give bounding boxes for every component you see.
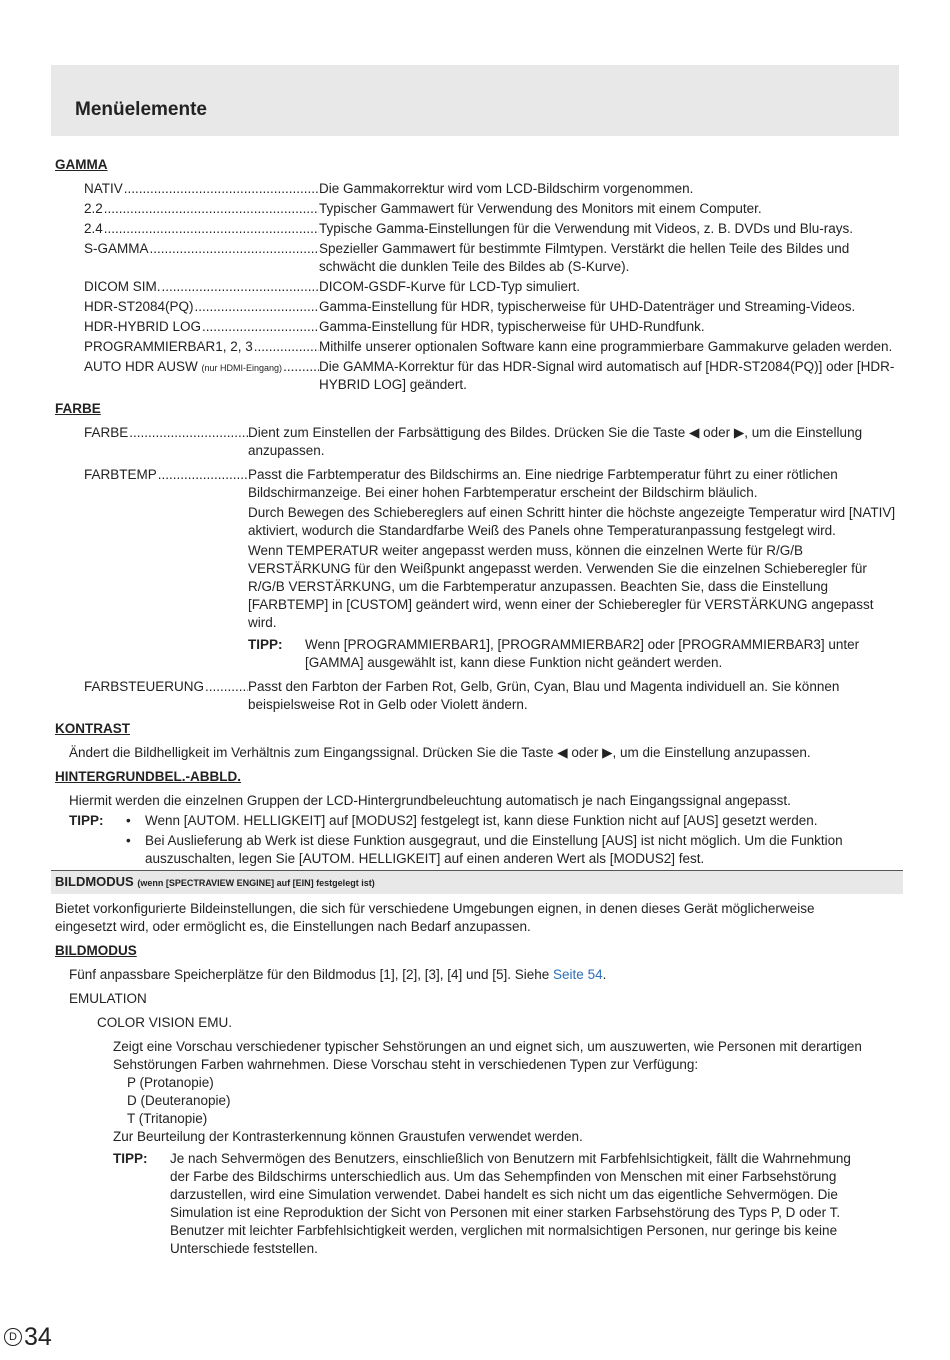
farbtemp-desc-1: Passt die Farbtemperatur des Bildschirms an. Eine niedrige Farbtemperatur führt zu einer rötlichen Bildschirmanzeige. Bei einer hohen Farbtemperatur erscheint der Bildschirm bläulich. <box>248 467 838 500</box>
emulation-label: EMULATION <box>69 991 147 1006</box>
hintergrund-tipp <box>69 812 950 868</box>
gamma-term-note: (nur HDMI-Eingang) <box>201 363 283 373</box>
content <box>0 156 950 1258</box>
farbe-term: FARBE <box>84 425 129 440</box>
kontrast-text: Ändert die Bildhelligkeit im Verhältnis zum Eingangssignal. Drücken Sie die Taste ◀ oder ▶, um die Einstellung anzupassen. <box>69 745 811 760</box>
band-title: BILDMODUS <box>55 874 134 889</box>
hintergrund-section <box>0 768 950 868</box>
farbe-section <box>0 400 950 714</box>
gamma-item <box>84 278 950 296</box>
header-band <box>51 65 899 136</box>
bullet-text: Bei Auslieferung ab Werk ist diese Funktion ausgegraut, und die Einstellung [AUS] ist nicht möglich. Um die Funktion auszuschalten, legen Sie [AUTOM. HELLIGKEIT] auf einen anderen Wert als [MODUS2] fest. <box>145 833 843 866</box>
gamma-item <box>84 200 950 218</box>
bildmodus-text: Fünf anpassbare Speicherplätze für den Bildmodus [1], [2], [3], [4] und [5]. Siehe Seite 54. <box>69 967 607 982</box>
bildmodus-heading: BILDMODUS <box>55 943 137 958</box>
gamma-desc: Mithilfe unserer optionalen Software kann eine programmierbare Gammakurve geladen werden. <box>319 339 893 354</box>
tipp-label: TIPP: <box>248 637 283 652</box>
farbtemp-desc-2: Durch Bewegen des Schiebereglers auf einen Schritt hinter die höchste angezeigte Temperatur wird [NATIV] aktiviert, wodurch die Standardfarbe Weiß des Panels ohne Temperaturanpassung festgelegt wird. <box>248 505 896 538</box>
tipp-label: TIPP: <box>69 813 104 828</box>
gamma-heading: GAMMA <box>55 157 108 172</box>
color-vision-label: COLOR VISION EMU. <box>97 1015 233 1030</box>
hintergrund-heading: HINTERGRUNDBEL.-ABBLD. <box>55 769 241 784</box>
gamma-term: PROGRAMMIERBAR1, 2, 3 <box>84 339 253 354</box>
gamma-item <box>84 220 950 238</box>
gamma-desc: Die Gammakorrektur wird vom LCD-Bildschirm vorgenommen. <box>319 181 694 196</box>
gamma-term: 2.4 <box>84 221 103 236</box>
color-vision-text: Zeigt eine Vorschau verschiedener typischer Sehstörungen an und eignet sich, um auszuwerten, wie Personen mit derartigen Sehstörungen Farben wahrnehmen. Diese Vorschau steht in verschiedenen Typen zur Verfügung: <box>113 1039 862 1072</box>
page-footer <box>4 1323 52 1351</box>
gamma-section <box>0 156 950 394</box>
bullet-text: Wenn [AUTOM. HELLIGKEIT] auf [MODUS2] festgelegt ist, kann diese Funktion nicht auf [AUS] gesetzt werden. <box>145 813 818 828</box>
gamma-term: 2.2 <box>84 201 103 216</box>
farbtemp-item <box>84 466 950 672</box>
gamma-term: HDR-ST2084(PQ) <box>84 299 194 314</box>
gamma-item <box>84 338 950 356</box>
list-item: P (Protanopie) <box>127 1075 214 1090</box>
farbtemp-tipp <box>248 636 898 672</box>
bildmodus-band <box>51 870 903 894</box>
farbe-heading: FARBE <box>55 401 101 416</box>
page-number: 34 <box>24 1323 52 1351</box>
bildmodus-section <box>0 942 950 1258</box>
list-item: D (Deuteranopie) <box>127 1093 231 1108</box>
gamma-term: DICOM SIM. <box>84 279 161 294</box>
grey-text: Zur Beurteilung der Kontrasterkennung können Graustufen verwendet werden. <box>113 1129 583 1144</box>
gamma-term: AUTO HDR AUSW <box>84 359 198 374</box>
tipp-text: Wenn [PROGRAMMIERBAR1], [PROGRAMMIERBAR2] oder [PROGRAMMIERBAR3] unter [GAMMA] ausgewählt ist, kann diese Funktion nicht geändert werden. <box>305 637 860 670</box>
gamma-item <box>84 318 950 336</box>
farbe-desc: Dient zum Einstellen der Farbsättigung des Bildes. Drücken Sie die Taste ◀ oder ▶, um die Einstellung anzupassen. <box>248 425 863 458</box>
gamma-term: NATIV <box>84 181 123 196</box>
list-item: • Wenn [AUTOM. HELLIGKEIT] auf [MODUS2] festgelegt ist, kann diese Funktion nicht auf [AUS] gesetzt werden. <box>126 813 818 828</box>
tipp-text: Je nach Sehvermögen des Benutzers, einschließlich von Benutzern mit Farbfehlsichtigkeit, fällt die Wahrnehmung der Farbe des Bildschirms unterschiedlich aus. Um das Sehempfinden von Menschen mit einer Farbsehstörung darzustellen, wird eine Simulation verwendet. Dabei handelt es sich nicht um das eigentliche Sehvermögen. Die Simulation ist eine Reproduktion der Sicht von Personen mit einer starken Farbsehstörung des Typs P, D oder T. Benutzer mit leichter Farbfehlsichtigkeit werden, verglichen mit normalsichtigen Personen, nur geringe bis keine Unterschiede feststellen. <box>170 1151 851 1256</box>
bildmodus-tipp <box>113 1150 873 1258</box>
farbtemp-desc-3: Wenn TEMPERATUR weiter angepasst werden muss, können die einzelnen Werte für R/G/B VERSTÄRKUNG für den Weißpunkt angepasst werden. Verwenden Sie die einzelnen Schieberegler für R/G/B VERSTÄRKUNG, um die Farbtemperatur anzupassen. Beachten Sie, dass die Einstellung [FARBTEMP] in [CUSTOM] geändert wird, wenn einer der Schieberegler für VERSTÄRKUNG angepasst wird. <box>248 543 874 630</box>
list-item: T (Tritanopie) <box>127 1111 208 1126</box>
kontrast-heading: KONTRAST <box>55 721 130 736</box>
type-list <box>127 1074 950 1128</box>
farbtemp-term: FARBTEMP <box>84 467 157 482</box>
gamma-desc: Gamma-Einstellung für HDR, typischerweise für UHD-Rundfunk. <box>319 319 705 334</box>
gamma-desc: Spezieller Gammawert für bestimmte Filmtypen. Verstärkt die hellen Teile des Bildes und schwächt die dunklen Teile des Bildes ab (S-Kurve). <box>319 241 850 274</box>
farbsteuerung-item <box>84 678 950 714</box>
page-link[interactable]: Seite 54 <box>553 967 603 982</box>
gamma-term: HDR-HYBRID LOG <box>84 319 202 334</box>
farbe-item <box>84 424 950 460</box>
region-mark: D <box>4 1328 22 1346</box>
gamma-item <box>84 358 950 394</box>
band-note: (wenn [SPECTRAVIEW ENGINE] auf [EIN] festgelegt ist) <box>137 878 375 888</box>
page-title: Menüelemente <box>75 99 207 120</box>
gamma-desc: DICOM-GSDF-Kurve für LCD-Typ simuliert. <box>319 279 581 294</box>
kontrast-section <box>0 720 950 762</box>
gamma-item <box>84 240 950 276</box>
gamma-desc: Die GAMMA-Korrektur für das HDR-Signal wird automatisch auf [HDR-ST2084(PQ)] oder [HDR-HYBRID LOG] geändert. <box>319 359 895 392</box>
gamma-item <box>84 298 950 316</box>
hintergrund-text: Hiermit werden die einzelnen Gruppen der LCD-Hintergrundbeleuchtung automatisch je nach Eingangssignal angepasst. <box>69 793 791 808</box>
gamma-desc: Typischer Gammawert für Verwendung des Monitors mit einem Computer. <box>319 201 762 216</box>
farbsteuerung-term: FARBSTEUERUNG <box>84 679 205 694</box>
gamma-term: S-GAMMA <box>84 241 149 256</box>
gamma-desc: Gamma-Einstellung für HDR, typischerweise für UHD-Datenträger und Streaming-Videos. <box>319 299 856 314</box>
gamma-item <box>84 180 950 198</box>
gamma-list <box>0 180 950 394</box>
gamma-desc: Typische Gamma-Einstellungen für die Verwendung mit Videos, z. B. DVDs und Blu-rays. <box>319 221 854 236</box>
farbsteuerung-desc: Passt den Farbton der Farben Rot, Gelb, Grün, Cyan, Blau und Magenta individuell an. Sie können beispielsweise Rot in Gelb oder Violett ändern. <box>248 679 840 712</box>
list-item: • Bei Auslieferung ab Werk ist diese Funktion ausgegraut, und die Einstellung [AUS] ist nicht möglich. Um die Funktion auszuschalten, legen Sie [AUTOM. HELLIGKEIT] auf einen anderen Wert als [MODUS2] fest. <box>126 832 896 868</box>
bildmodus-intro: Bietet vorkonfigurierte Bildeinstellungen, die sich für verschiedene Umgebungen eignen, in denen dieses Gerät möglicherweise eingesetzt wird, oder ermöglicht es, die Einstellungen nach Bedarf anzupassen. <box>55 901 815 934</box>
tipp-label: TIPP: <box>113 1151 148 1166</box>
